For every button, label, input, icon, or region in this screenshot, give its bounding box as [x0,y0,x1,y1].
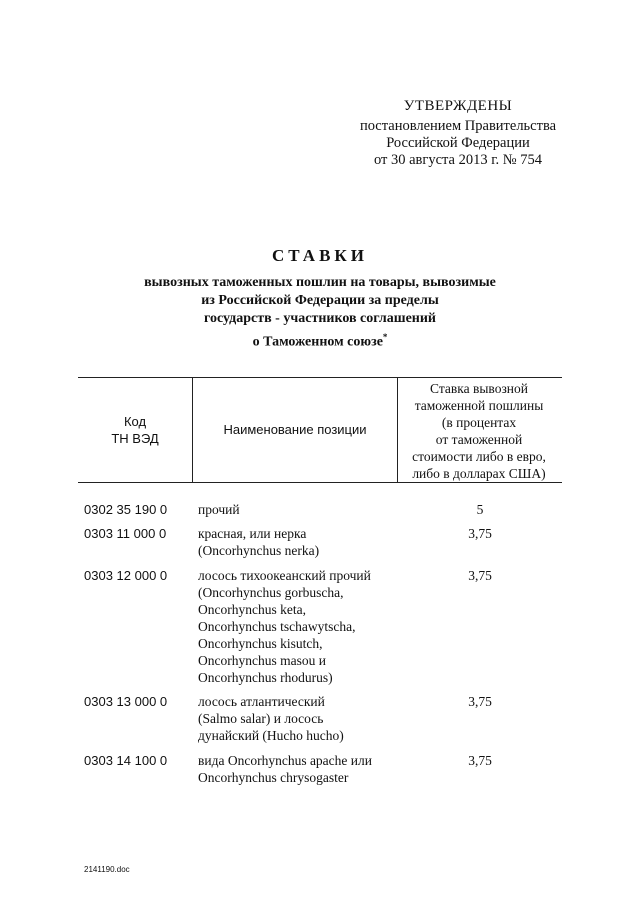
row-name [198,567,398,686]
row-name-line: красная, или нерка [198,526,307,541]
row-name-line: лосось атлантический [198,694,325,709]
approval-line-3: от 30 августа 2013 г. № 754 [373,152,543,168]
approval-line-1: постановлением Правительства [359,118,557,134]
header-rate-line: Ставка вывозной [430,381,528,396]
approval-block [340,98,576,169]
row-name-line: Oncorhynchus tschawytscha, [198,619,356,634]
footnote-mark: * [382,332,388,342]
header-rate-line: стоимости либо в евро, [412,449,546,464]
table-divider-1 [192,377,193,482]
heading-line-3: государств - участников соглашений [204,311,436,326]
row-code: 0303 14 100 0 [84,753,168,768]
row-rate: 3,75 [468,568,492,583]
heading-line-4-wrap [90,328,550,352]
approval-line-2: Российской Федерации [386,135,530,151]
table-top-rule [78,377,562,378]
row-name [198,501,398,518]
row-name-line: (Oncorhynchus nerka) [198,543,320,558]
header-rate-line: (в процентах [441,415,517,430]
row-name-line: Oncorhynchus chrysogaster [198,770,349,785]
header-rate-line: таможенной пошлины [414,398,544,413]
header-code [80,413,190,447]
heading-line-2: из Российской Федерации за пределы [201,293,439,308]
approval-title: УТВЕРЖДЕНЫ [403,98,513,114]
table-header-rule [78,482,562,483]
row-name-line: Oncorhynchus masou и [198,653,326,668]
row-rate: 5 [476,502,484,517]
row-name [198,752,398,786]
row-code: 0303 11 000 0 [84,526,167,541]
row-name-line: лосось тихоокеанский прочий [198,568,371,583]
row-name-line: Oncorhynchus kisutch, [198,636,323,651]
heading-title: СТАВКИ [272,246,368,265]
footer-filename: 2141190.doc [84,865,130,874]
document-heading [90,246,550,352]
row-name-line: прочий [198,502,240,517]
header-code-line: Код [123,414,147,429]
row-name [198,525,398,559]
row-name-line: (Oncorhynchus gorbuscha, [198,585,344,600]
row-code: 0303 12 000 0 [84,568,168,583]
row-name-line: дунайский (Hucho hucho) [198,728,344,743]
header-rate-line: либо в долларах США) [412,466,546,481]
row-name-line: вида Oncorhynchus apache или [198,753,372,768]
header-rate [398,380,560,482]
row-rate: 3,75 [468,753,492,768]
row-name-line: Oncorhynchus keta, [198,602,306,617]
row-code: 0303 13 000 0 [84,694,168,709]
row-name-line: (Salmo salar) и лосось [198,711,324,726]
header-code-line: ТН ВЭД [111,431,159,446]
heading-line-4: о Таможенном союзе [252,334,383,350]
heading-line-1: вывозных таможенных пошлин на товары, вывозимые [144,275,496,290]
row-name-line: Oncorhynchus rhodurus) [198,670,333,685]
row-rate: 3,75 [468,526,492,541]
row-rate: 3,75 [468,694,492,709]
header-rate-line: от таможенной [435,432,523,447]
row-code: 0302 35 190 0 [84,502,168,517]
row-name [198,693,398,744]
header-name: Наименование позиции [223,422,367,437]
